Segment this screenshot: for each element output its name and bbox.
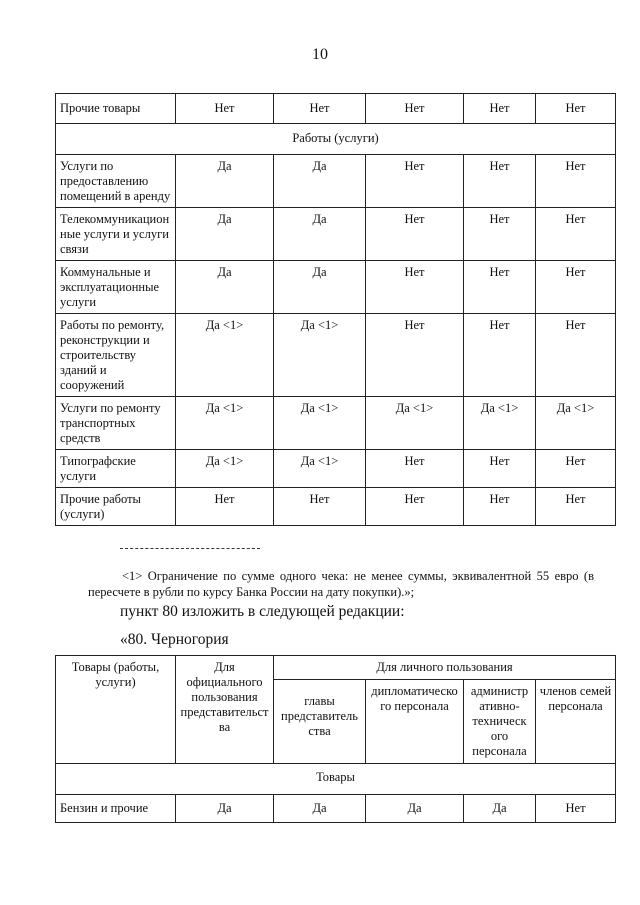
cell-value: Нет xyxy=(274,488,366,526)
cell-value: Нет xyxy=(536,488,616,526)
cell-value: Нет xyxy=(536,208,616,261)
header-row xyxy=(56,656,616,680)
table-row xyxy=(56,94,616,124)
cell-value: Нет xyxy=(366,94,464,124)
cell-value: Нет xyxy=(366,155,464,208)
cell-value: Да xyxy=(274,155,366,208)
cell-value: Да xyxy=(274,261,366,314)
row-label: Услуги по ремонту транспортных средств xyxy=(56,397,176,450)
cell-value: Да <1> xyxy=(176,397,274,450)
cell-value: Нет xyxy=(464,488,536,526)
cell-value: Да xyxy=(274,795,366,823)
cell-value: Да xyxy=(274,208,366,261)
row-label: Услуги по предоставлению помещений в аренду xyxy=(56,155,176,208)
row-label: Коммунальные и эксплуатационные услуги xyxy=(56,261,176,314)
cell-value: Нет xyxy=(464,314,536,397)
section-row xyxy=(56,124,616,155)
header-personal-use: Для личного пользования xyxy=(274,656,616,680)
row-label: Телекоммуникацион ные услуги и услуги связи xyxy=(56,208,176,261)
table-row xyxy=(56,488,616,526)
cell-value: Да xyxy=(464,795,536,823)
cell-value: Нет xyxy=(464,155,536,208)
cell-value: Да <1> xyxy=(274,450,366,488)
footnote-separator xyxy=(120,548,260,549)
cell-value: Нет xyxy=(176,94,274,124)
cell-value: Да <1> xyxy=(176,450,274,488)
table-row xyxy=(56,450,616,488)
cell-value: Нет xyxy=(536,450,616,488)
table-row xyxy=(56,397,616,450)
cell-value: Нет xyxy=(536,314,616,397)
subheader-family: членов семей персонала xyxy=(536,680,616,764)
table-row xyxy=(56,795,616,823)
footnote: <1> Ограничение по сумме одного чека: не менее суммы, эквивалентной 55 евро (в пересчете в рубли по курсу Банка России на дату покупки).»; xyxy=(88,569,594,599)
cell-value: Нет xyxy=(536,261,616,314)
section-goods: Товары xyxy=(56,764,616,795)
cell-value: Нет xyxy=(536,795,616,823)
section-row xyxy=(56,764,616,795)
subheader-admin: администр ативно-техническ ого персонала xyxy=(464,680,536,764)
cell-value: Нет xyxy=(366,208,464,261)
cell-value: Нет xyxy=(366,488,464,526)
cell-value: Да xyxy=(176,261,274,314)
cell-value: Да xyxy=(366,795,464,823)
header-official-use: Для официального пользования представительст ва xyxy=(176,656,274,764)
cell-value: Нет xyxy=(366,314,464,397)
page-number: 10 xyxy=(312,46,328,63)
cell-value: Нет xyxy=(274,94,366,124)
cell-value: Да xyxy=(176,208,274,261)
row-label: Бензин и прочие xyxy=(56,795,176,823)
header-goods: Товары (работы, услуги) xyxy=(56,656,176,764)
subheader-head: главы представитель ства xyxy=(274,680,366,764)
section-heading: «80. Черногория xyxy=(120,631,229,648)
row-label: Типографские услуги xyxy=(56,450,176,488)
cell-value: Нет xyxy=(464,450,536,488)
cell-value: Да <1> xyxy=(464,397,536,450)
row-label: Прочие работы (услуги) xyxy=(56,488,176,526)
table-row xyxy=(56,314,616,397)
row-label: Прочие товары xyxy=(56,94,176,124)
cell-value: Да <1> xyxy=(176,314,274,397)
amendment-instruction: пункт 80 изложить в следующей редакции: xyxy=(120,603,405,620)
table-montenegro xyxy=(55,655,616,823)
cell-value: Нет xyxy=(464,208,536,261)
cell-value: Нет xyxy=(464,94,536,124)
cell-value: Нет xyxy=(366,450,464,488)
table-restrictions-continued xyxy=(55,93,616,526)
row-label: Работы по ремонту, реконструкции и строительству зданий и сооружений xyxy=(56,314,176,397)
cell-value: Нет xyxy=(464,261,536,314)
table-row xyxy=(56,208,616,261)
table-row xyxy=(56,155,616,208)
cell-value: Нет xyxy=(366,261,464,314)
subheader-diplomatic: дипломатическо го персонала xyxy=(366,680,464,764)
cell-value: Да <1> xyxy=(536,397,616,450)
cell-value: Да xyxy=(176,155,274,208)
cell-value: Да <1> xyxy=(274,314,366,397)
cell-value: Нет xyxy=(176,488,274,526)
cell-value: Нет xyxy=(536,94,616,124)
cell-value: Да <1> xyxy=(274,397,366,450)
cell-value: Да <1> xyxy=(366,397,464,450)
table-row xyxy=(56,261,616,314)
cell-value: Да xyxy=(176,795,274,823)
section-label: Работы (услуги) xyxy=(56,124,616,155)
cell-value: Нет xyxy=(536,155,616,208)
